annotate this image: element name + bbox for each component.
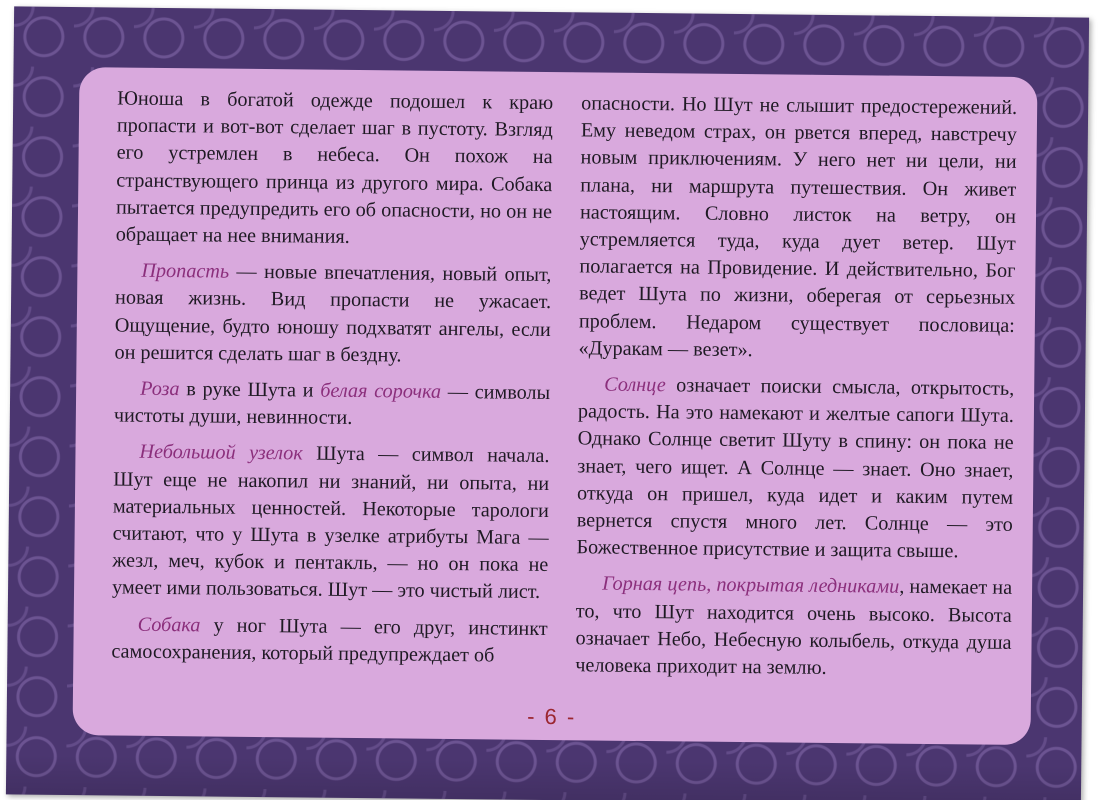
- paragraph-text: — новые впечатления, новый опыт, новая жизнь. Вид пропасти не ужасает. Ощущение, будто юношу подхватят ангелы, если он решится сделать шаг в бездну.: [114, 260, 552, 367]
- paragraph: [111, 611, 548, 670]
- paragraph: [576, 371, 1014, 566]
- paragraph: [114, 258, 551, 371]
- paragraph-text: в руке Шута и: [179, 378, 321, 402]
- left-column: [111, 85, 553, 680]
- term-highlight: Небольшой узелок: [139, 441, 303, 465]
- paragraph-text: опасности. Но Шут не слышит предостережений. Ему неведом страх, он рвется вперед, навстречу новым приключениям. У него нет ни цели, ни плана, ни маршрута путешествия. Он живет настоящим. Словно листок на ветру, он устремляется туда, куда дует ветер. Шут полагается на Провидение. И действительно, Бог ведет Шута по жизни, оберегая от серьезных проблем. Недаром существует пословица: «Дуракам — везет».: [578, 92, 1018, 361]
- text-panel: [73, 67, 1038, 745]
- paragraph-text: , намекает на то, что Шут находится очень высоко. Высота означает Небо, Небесную колыбель, откуда душа человека приходит на землю.: [575, 576, 1013, 679]
- page-number: - 6 -: [527, 703, 577, 730]
- booklet-page: [6, 6, 1089, 800]
- text-columns: [111, 85, 1017, 684]
- paragraph: [112, 439, 550, 607]
- paragraph-text: Юноша в богатой одежде подошел к краю пропасти и вот-вот сделает шаг в пустоту. Взгляд его устремлен в небеса. Он похож на странствующего принца из другого мира. Собака пытается предупредить его об опасности, но он не обращает на нее внимания.: [115, 87, 554, 248]
- right-column: [575, 90, 1017, 685]
- term-highlight: Солнце: [604, 373, 666, 397]
- term-highlight: Собака: [137, 613, 201, 637]
- term-highlight: Горная цепь, покрытая ледниками: [602, 573, 900, 599]
- term-highlight: белая сорочка: [320, 379, 442, 403]
- paragraph-text: у ног Шута — его друг, инстинкт самосохранения, который предупреждает об: [111, 614, 548, 667]
- paragraph: [578, 90, 1017, 367]
- paragraph-text: означает поиски смысла, открытость, радость. На это намекают и желтые сапоги Шута. Однако Солнце светит Шуту в спину: он пока не знает, чего ищет. А Солнце — знает. Оно знает, откуда он пришел, куда идет и каким путем вернется спустя много лет. Солнце — это Божественное присутствие и защита свыше.: [576, 374, 1015, 563]
- paragraph: [575, 571, 1012, 684]
- paragraph: [116, 85, 554, 253]
- paragraph: [114, 375, 551, 434]
- paragraph-text: — символы чистоты души, невинности.: [113, 380, 551, 430]
- paragraph-text: Шута — символ начала. Шут еще не накопил ни знаний, ни опыта, ни материальных ценностей. Некоторые тарологи считают, что у Шута в узелке атрибуты Мага — жезл, меч, кубок и пентакль, — но он пока не умеет ими пользоваться. Шут — это чистый лист.: [111, 442, 550, 604]
- term-highlight: Роза: [140, 377, 180, 401]
- term-highlight: Пропасть: [141, 259, 230, 283]
